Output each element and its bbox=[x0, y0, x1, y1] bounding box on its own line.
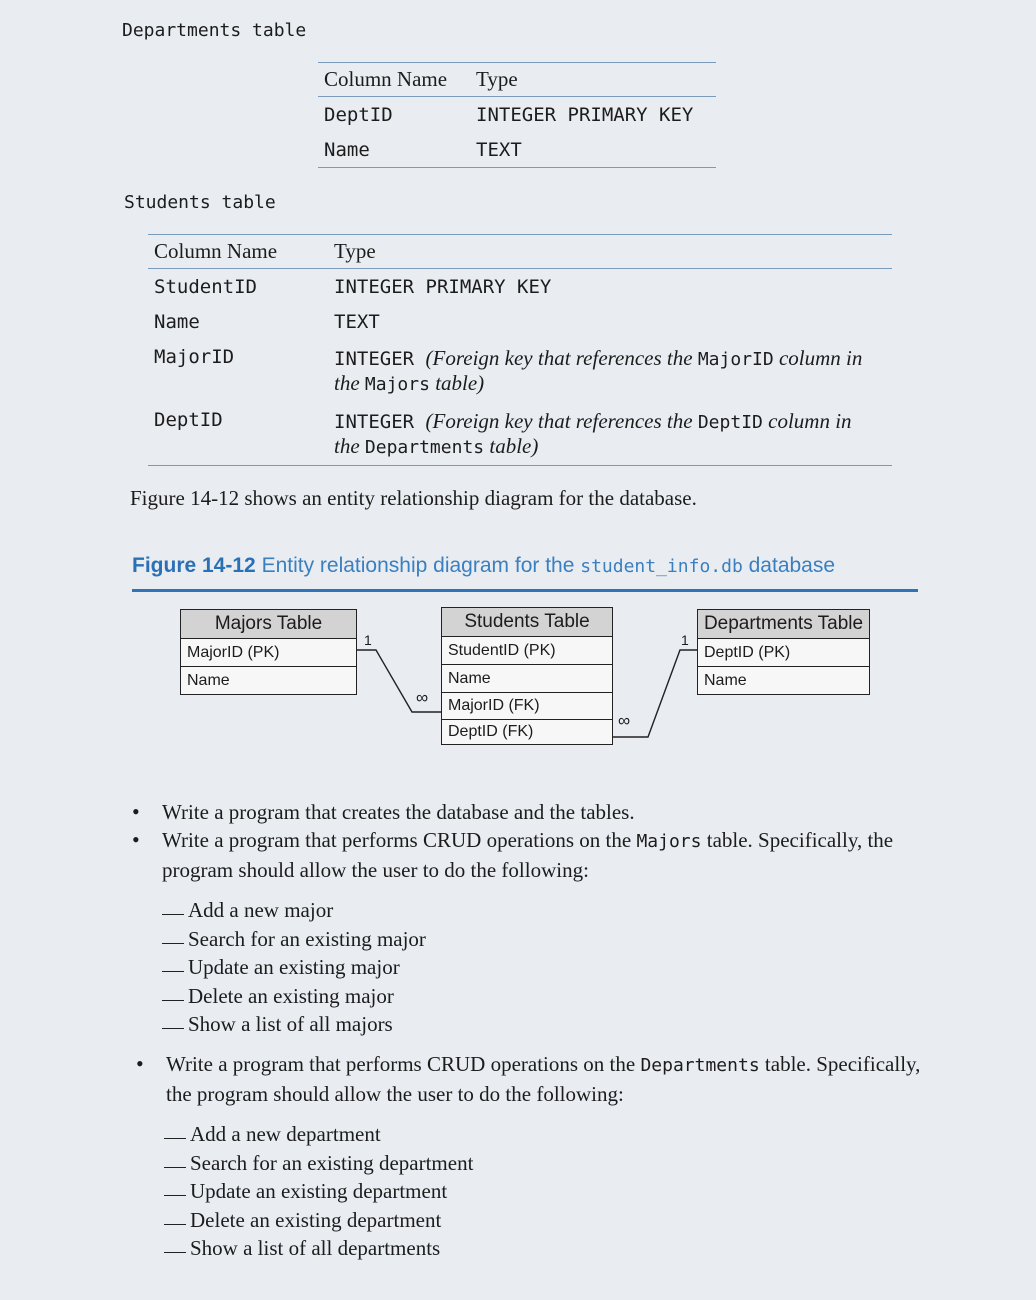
cardinality-many: ∞ bbox=[618, 711, 631, 730]
type-cell bbox=[328, 339, 892, 402]
table-row bbox=[148, 269, 892, 305]
task-text: Delete an existing department bbox=[190, 1207, 442, 1232]
caption-text: database bbox=[742, 554, 836, 577]
type-cell: INTEGER PRIMARY KEY bbox=[476, 104, 694, 126]
entity-field: Name bbox=[698, 667, 869, 694]
caption-code: student_info.db bbox=[580, 556, 743, 577]
students-table-label: Students table bbox=[124, 192, 276, 213]
list-item bbox=[162, 1010, 426, 1039]
list-item-code: Departments bbox=[640, 1055, 760, 1076]
type-cell: TEXT bbox=[334, 311, 380, 333]
students-columns-table bbox=[148, 234, 892, 466]
figure-intro-text: Figure 14-12 shows an entity relationship diagram for the database. bbox=[130, 486, 697, 510]
list-item bbox=[162, 896, 426, 925]
list-item bbox=[132, 798, 952, 826]
type-cell bbox=[328, 402, 892, 466]
departments-columns-table bbox=[318, 62, 716, 168]
list-item bbox=[162, 982, 426, 1011]
note-text: table) bbox=[429, 371, 485, 395]
task-text: Search for an existing major bbox=[188, 926, 426, 951]
blank-line bbox=[162, 943, 184, 944]
list-item-code: Majors bbox=[636, 831, 702, 852]
blank-line bbox=[162, 914, 184, 915]
list-item-text: Write a program that creates the database and the tables. bbox=[162, 800, 635, 824]
list-item bbox=[164, 1177, 473, 1206]
table-row bbox=[148, 304, 892, 339]
type-cell: TEXT bbox=[470, 132, 716, 168]
entity-field: DeptID (FK) bbox=[442, 720, 612, 744]
requirements-list bbox=[132, 798, 952, 884]
cardinality-one: 1 bbox=[364, 632, 372, 648]
note-text: (Foreign key that references the bbox=[425, 409, 698, 433]
note-text: column in bbox=[773, 346, 863, 370]
type-cell: INTEGER PRIMARY KEY bbox=[334, 276, 552, 298]
bullet-icon: • bbox=[136, 1051, 144, 1076]
requirements-list-2 bbox=[136, 1050, 956, 1108]
task-text: Show a list of all majors bbox=[188, 1012, 393, 1036]
blank-line bbox=[164, 1167, 186, 1168]
blank-line bbox=[164, 1252, 186, 1253]
list-item bbox=[136, 1050, 956, 1108]
note-text: column in bbox=[762, 409, 852, 433]
entity-field: MajorID (FK) bbox=[442, 693, 612, 720]
task-text: Show a list of all departments bbox=[190, 1236, 441, 1260]
task-text: Add a new department bbox=[190, 1122, 381, 1146]
list-item-text: table. Specifically, the bbox=[701, 828, 894, 852]
list-item bbox=[162, 953, 426, 982]
blank-line bbox=[164, 1138, 186, 1139]
table-row bbox=[148, 402, 892, 466]
blank-line bbox=[164, 1195, 186, 1196]
blank-line bbox=[162, 971, 184, 972]
column-name-cell: DeptID bbox=[148, 402, 328, 466]
entity-field: StudentID (PK) bbox=[442, 637, 612, 665]
task-text: Update an existing major bbox=[188, 955, 400, 979]
bullet-icon: • bbox=[132, 799, 140, 824]
departments-task-list bbox=[164, 1120, 473, 1263]
table-row bbox=[148, 339, 892, 402]
students-departments-link bbox=[612, 650, 697, 737]
list-item bbox=[132, 826, 952, 884]
entity-field: Name bbox=[181, 667, 356, 694]
list-item-text: program should allow the user to do the following: bbox=[162, 858, 589, 882]
note-code: Majors bbox=[364, 374, 430, 395]
type-value: INTEGER bbox=[334, 411, 415, 433]
column-name-cell: DeptID bbox=[324, 104, 393, 126]
note-text: the bbox=[334, 434, 365, 458]
departments-entity bbox=[697, 609, 870, 695]
column-name-header: Column Name bbox=[318, 63, 470, 97]
column-name-cell: MajorID bbox=[154, 346, 235, 368]
entity-title: Students Table bbox=[442, 608, 612, 637]
entity-field: DeptID (PK) bbox=[698, 639, 869, 667]
column-name-cell: Name bbox=[318, 132, 470, 168]
figure-caption bbox=[132, 554, 835, 578]
type-header: Type bbox=[470, 63, 716, 97]
task-text: Search for an existing department bbox=[190, 1150, 474, 1175]
type-header: Type bbox=[328, 235, 892, 269]
note-code: MajorID bbox=[697, 349, 774, 370]
majors-students-link bbox=[356, 650, 442, 712]
list-item-text: the program should allow the user to do the following: bbox=[166, 1082, 624, 1106]
cardinality-many: ∞ bbox=[416, 688, 429, 707]
students-entity bbox=[441, 607, 613, 745]
note-text: the bbox=[334, 371, 365, 395]
table-row bbox=[318, 132, 716, 168]
list-item bbox=[164, 1149, 473, 1178]
figure-number: Figure 14-12 bbox=[132, 554, 256, 577]
note-code: DeptID bbox=[697, 412, 763, 433]
bullet-icon: • bbox=[132, 827, 140, 852]
entity-title: Departments Table bbox=[698, 610, 869, 639]
list-item bbox=[164, 1234, 473, 1263]
list-item bbox=[164, 1206, 473, 1235]
list-item-text: table. Specifically, bbox=[759, 1052, 921, 1076]
figure-rule bbox=[132, 589, 918, 592]
note-text: (Foreign key that references the bbox=[425, 346, 698, 370]
blank-line bbox=[164, 1224, 186, 1225]
column-name-cell: StudentID bbox=[154, 276, 257, 298]
blank-line bbox=[162, 1000, 184, 1001]
majors-entity bbox=[180, 609, 357, 695]
entity-field: Name bbox=[442, 665, 612, 693]
task-text: Delete an existing major bbox=[188, 983, 394, 1008]
task-text: Add a new major bbox=[188, 898, 334, 922]
entity-field: MajorID (PK) bbox=[181, 639, 356, 667]
cardinality-one: 1 bbox=[681, 632, 689, 648]
foreign-key-note bbox=[334, 346, 862, 395]
list-item-text: Write a program that performs CRUD operations on the bbox=[162, 828, 637, 852]
list-item bbox=[164, 1120, 473, 1149]
caption-text: Entity relationship diagram for the bbox=[261, 554, 581, 577]
note-code: Departments bbox=[364, 437, 485, 458]
list-item-text: Write a program that performs CRUD operations on the bbox=[166, 1052, 641, 1076]
type-value: INTEGER bbox=[334, 348, 415, 370]
column-name-cell: Name bbox=[154, 311, 200, 333]
list-item bbox=[162, 925, 426, 954]
note-text: table) bbox=[484, 434, 539, 458]
task-text: Update an existing department bbox=[190, 1179, 448, 1203]
blank-line bbox=[162, 1028, 184, 1029]
column-name-header: Column Name bbox=[148, 235, 328, 269]
entity-title: Majors Table bbox=[181, 610, 356, 639]
table-row bbox=[318, 97, 716, 133]
departments-table-label: Departments table bbox=[122, 20, 307, 41]
majors-task-list bbox=[162, 896, 426, 1039]
